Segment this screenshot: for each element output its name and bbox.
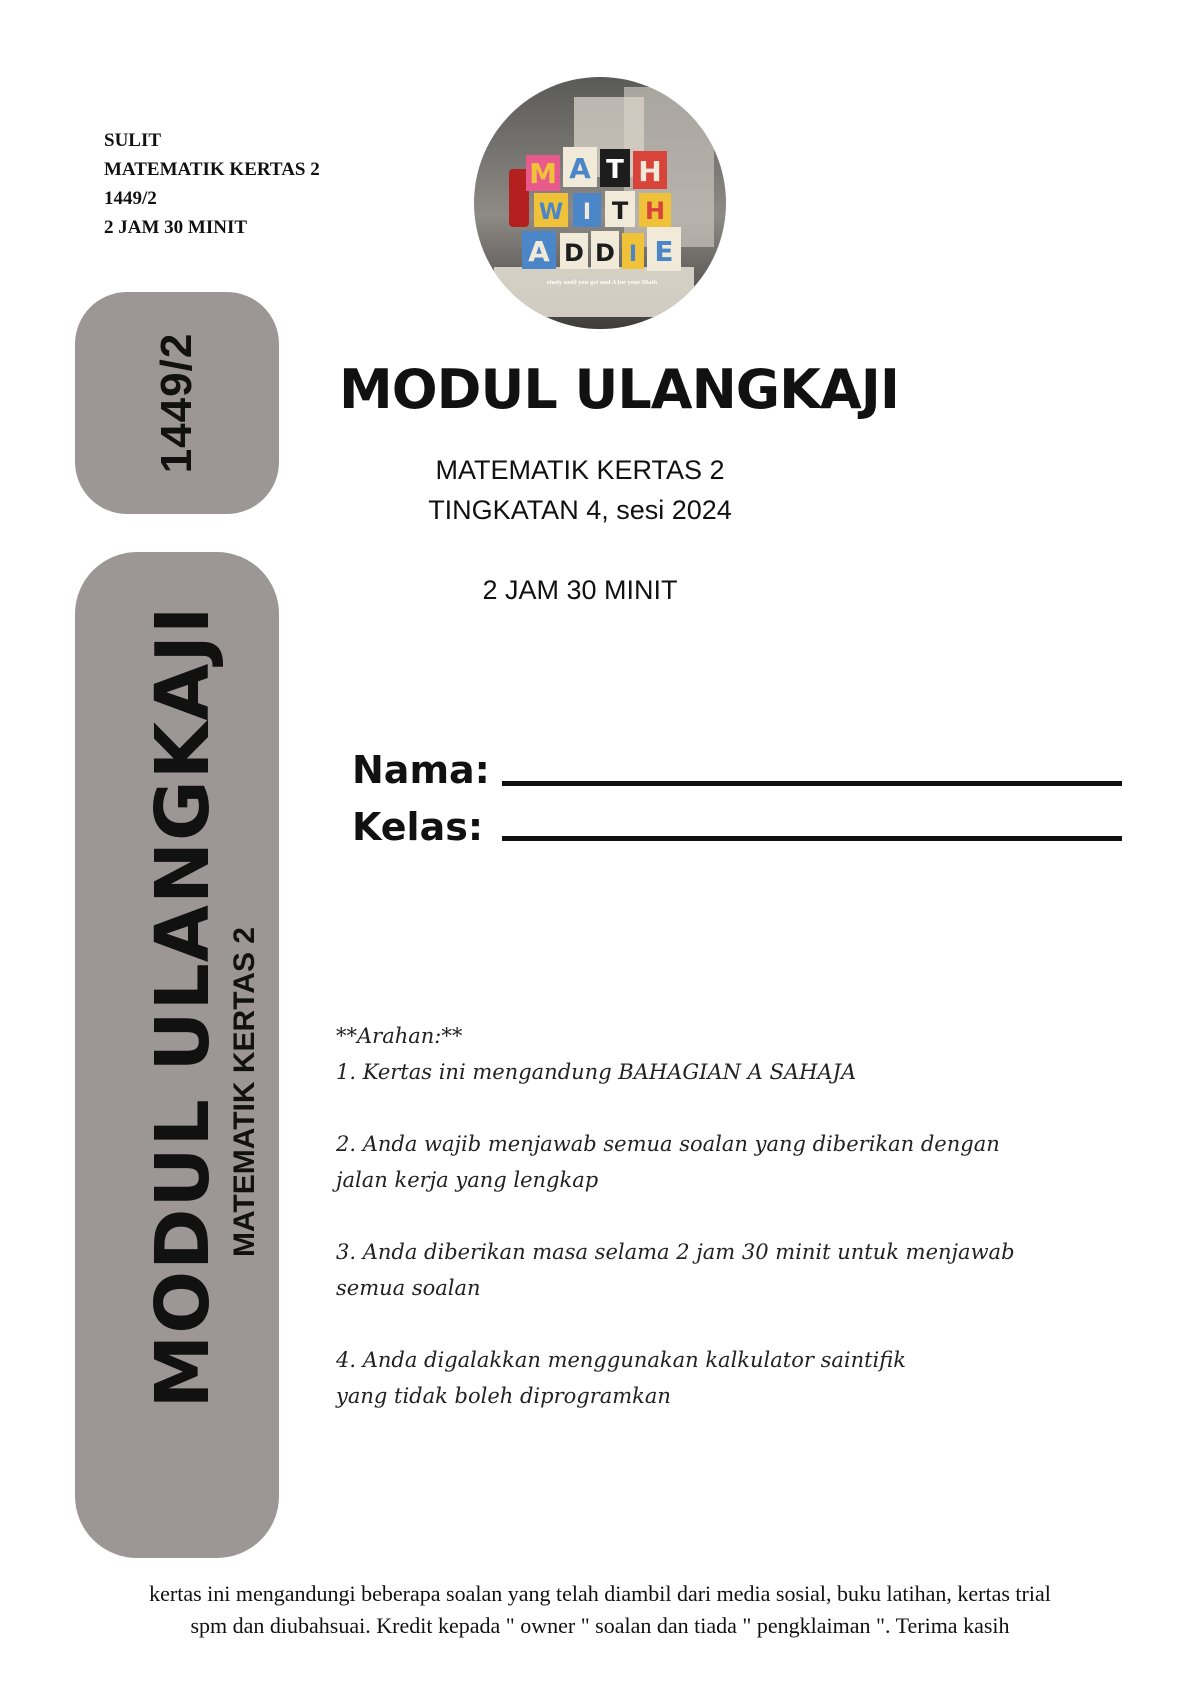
instruction-line: semua soalan xyxy=(336,1276,481,1300)
logo-letter-a: A xyxy=(569,152,591,185)
name-label: Nama: xyxy=(352,748,490,792)
form-session-line: TINGKATAN 4, sesi 2024 xyxy=(428,495,732,525)
subject-line: MATEMATIK KERTAS 2 xyxy=(435,455,725,485)
name-underline xyxy=(502,781,1122,786)
class-field-row xyxy=(352,805,1132,855)
instructions-heading: **Arahan:** xyxy=(336,1024,463,1048)
math-with-addie-logo xyxy=(474,77,726,329)
side-code-pill xyxy=(75,292,279,514)
logo-letter-d2: D xyxy=(595,239,615,267)
logo-row-addie xyxy=(522,227,681,271)
logo-letter-i2: I xyxy=(628,242,638,267)
instruction-line: jalan kerja yang lengkap xyxy=(336,1168,599,1192)
logo-book xyxy=(494,267,694,317)
name-field-row xyxy=(352,748,1132,798)
instruction-line: 2. Anda wajib menjawab semua soalan yang diberikan dengan xyxy=(336,1132,1000,1156)
class-label: Kelas: xyxy=(352,805,484,849)
header-subject: MATEMATIK KERTAS 2 xyxy=(104,159,320,180)
class-underline xyxy=(502,836,1122,841)
instruction-line: yang tidak boleh diprogramkan xyxy=(336,1384,671,1408)
side-title-pill xyxy=(75,552,279,1558)
header-block xyxy=(104,126,320,242)
logo-letter-h2: H xyxy=(644,197,666,225)
logo-letter-h: H xyxy=(638,155,662,188)
instruction-item xyxy=(336,1234,1036,1306)
logo-letter-d: D xyxy=(564,239,584,267)
logo-tagline: study until you get and A for your Math xyxy=(546,279,658,286)
instruction-item xyxy=(336,1054,1036,1090)
side-title: MODUL ULANGKAJI xyxy=(140,605,226,1409)
instructions xyxy=(336,1018,1036,1450)
logo-letter-m: M xyxy=(529,157,557,190)
instruction-line: 4. Anda digalakkan menggunakan kalkulator saintifik xyxy=(336,1348,907,1372)
header-duration: 2 JAM 30 MINIT xyxy=(104,217,248,238)
duration-line: 2 JAM 30 MINIT xyxy=(482,575,678,605)
logo-letter-i: I xyxy=(582,200,592,225)
logo-letter-t2: T xyxy=(611,197,629,225)
instruction-line: 3. Anda diberikan masa selama 2 jam 30 minit untuk menjawab xyxy=(336,1240,1015,1264)
footer-line: kertas ini mengandungi beberapa soalan yang telah diambil dari media sosial, buku latihan, kertas trial xyxy=(149,1581,1051,1606)
logo-letter-t: T xyxy=(606,155,624,185)
side-code: 1449/2 xyxy=(152,332,201,474)
header-code: 1449/2 xyxy=(104,188,157,209)
logo-letter-e: E xyxy=(654,235,674,268)
instruction-item xyxy=(336,1342,1036,1414)
instruction-item xyxy=(336,1126,1036,1198)
footer-line: spm dan diubahsuai. Kredit kepada " owner " soalan dan tiada " pengklaiman ". Terima kasih xyxy=(190,1613,1010,1638)
page-title: MODUL ULANGKAJI xyxy=(339,358,899,421)
header-sulit: SULIT xyxy=(104,130,162,151)
logo-letter-a2: A xyxy=(528,235,550,268)
logo-letter-w: W xyxy=(538,200,564,225)
logo-image xyxy=(474,77,726,329)
side-subtitle: MATEMATIK KERTAS 2 xyxy=(228,927,261,1257)
footer-note xyxy=(60,1578,1140,1642)
instruction-line: 1. Kertas ini mengandung BAHAGIAN A SAHAJA xyxy=(336,1060,857,1084)
